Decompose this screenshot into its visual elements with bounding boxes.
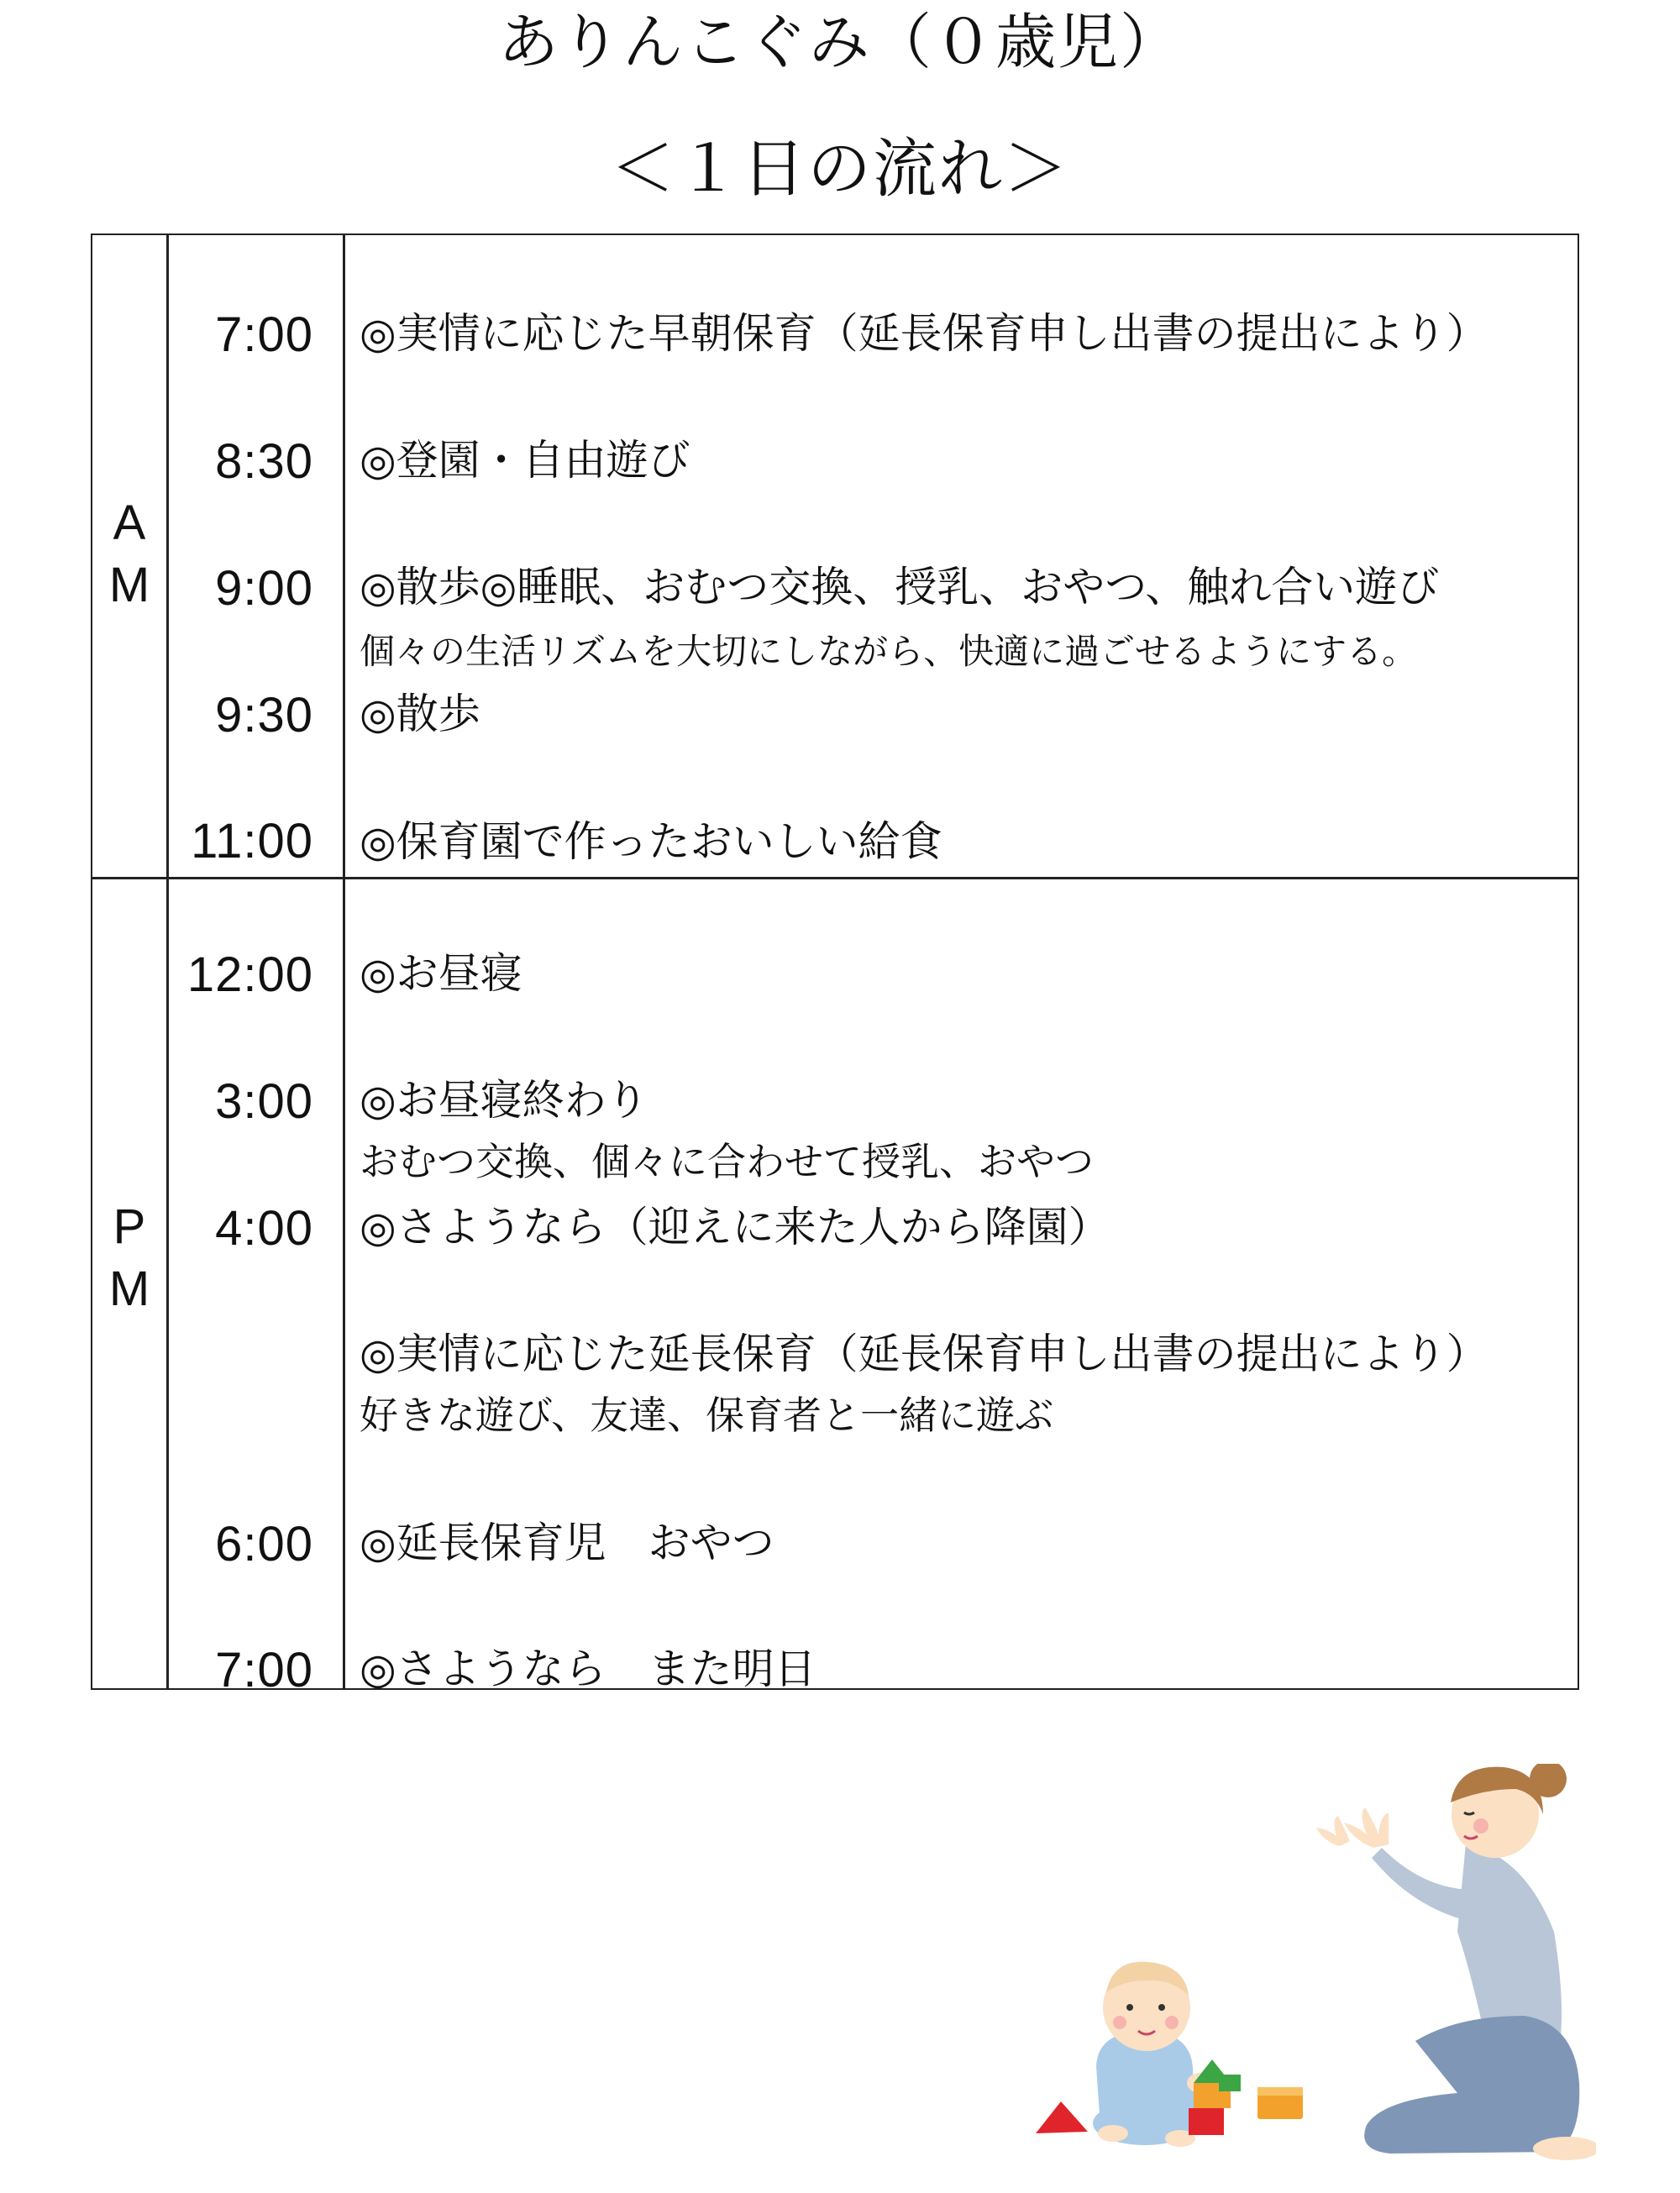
mother-and-baby-playing-illustration	[1021, 1764, 1596, 2167]
red-triangle-block-icon	[1036, 2101, 1088, 2133]
am-label: A M	[108, 496, 150, 612]
time-cell: 8:30	[215, 434, 313, 489]
pm-label: P M	[108, 1199, 150, 1316]
toy-blocks-icon	[1189, 2059, 1241, 2135]
activity-cell: ◎登園・自由遊び	[360, 436, 690, 485]
activity-cell: ◎延長保育児 おやつ	[360, 1519, 774, 1567]
time-cell: 9:30	[215, 688, 313, 742]
time-cell: 6:00	[215, 1517, 313, 1571]
activity-cell: ◎さようなら（迎えに来た人から降園）	[360, 1203, 1110, 1251]
page-subtitle: ＜１日の流れ＞	[611, 131, 1069, 206]
time-cell: 3:00	[215, 1074, 313, 1129]
activity-cell: ◎お昼寝	[360, 949, 522, 998]
page-title: ありんこぐみ（０歳児）	[497, 7, 1182, 77]
time-cell: 9:00	[215, 561, 313, 616]
mother-icon	[1316, 1764, 1596, 2160]
activity-cell: ◎お昼寝終わり	[360, 1076, 648, 1125]
column-divider-time	[343, 235, 345, 1688]
am-pm-divider	[92, 877, 1578, 879]
activity-note: 個々の生活リズムを大切にしながら、快適に過ごせるようにする。	[360, 631, 1418, 672]
activity-cell: ◎実情に応じた延長保育（延長保育申し出書の提出により）	[360, 1330, 1488, 1378]
time-cell: 12:00	[186, 947, 313, 1002]
daily-schedule-table	[91, 233, 1579, 1697]
activity-cell: ◎散歩	[360, 690, 480, 738]
activity-note: おむつ交換、個々に合わせて授乳、おやつ	[360, 1139, 1094, 1184]
activity-cell: ◎散歩◎睡眠、おむつ交換、授乳、おやつ、触れ合い遊び	[360, 563, 1440, 611]
activity-cell: ◎保育園で作ったおいしい給食	[360, 817, 942, 866]
activity-cell: ◎実情に応じた早朝保育（延長保育申し出書の提出により）	[360, 309, 1488, 358]
time-cell: 7:00	[215, 307, 313, 362]
time-cell: 11:00	[191, 814, 313, 868]
time-cell: 4:00	[215, 1201, 313, 1256]
time-cell: 7:00	[215, 1643, 313, 1697]
activity-note: 好きな遊び、友達、保育者と一緒に遊ぶ	[360, 1393, 1054, 1438]
activity-cell: ◎さようなら また明日	[360, 1645, 816, 1693]
